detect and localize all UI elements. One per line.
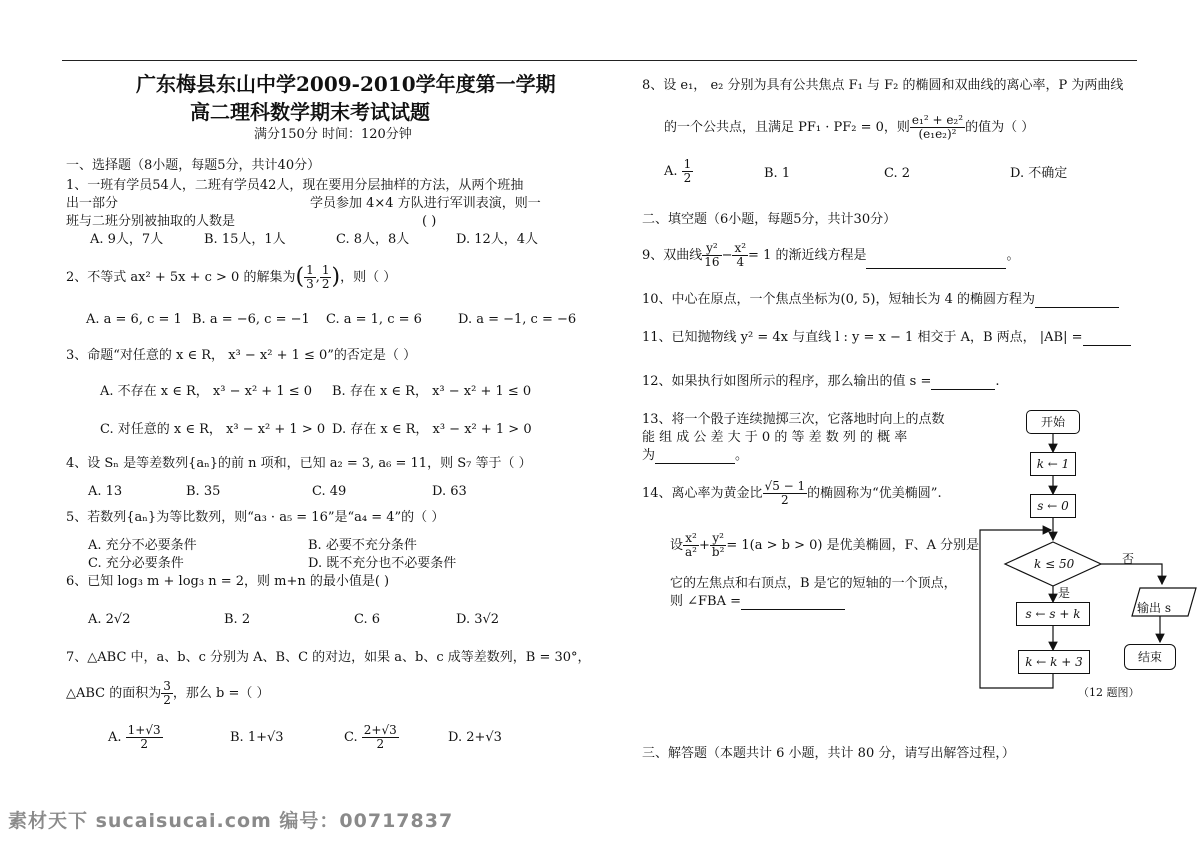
flow-s-update: s ← s + k xyxy=(1016,602,1090,626)
q7-line2: △ABC 的面积为 $\frac{3}{2}$ ，那么 b =（ ） xyxy=(66,679,270,707)
flow-condition: k ≤ 50 xyxy=(1034,557,1075,571)
watermark-footer: 素材天下 sucaisucai.com 编号：00717837 xyxy=(8,810,454,832)
q2-set-frac1: $\frac{1}{3}$ xyxy=(306,263,314,291)
q2-option-b: B. a = −6, c = −1 xyxy=(192,312,310,327)
q8-option-b: B. 1 xyxy=(764,166,791,181)
q4-option-b: B. 35 xyxy=(186,484,221,499)
q2-option-a: A. a = 6, c = 1 xyxy=(86,312,182,327)
flow-arrow-no xyxy=(1101,564,1162,584)
q7-option-a: A. $\frac{1+√3}{2}$ xyxy=(108,723,161,751)
q5-option-c: C. 充分必要条件 xyxy=(88,556,184,571)
q7-option-c: C. $\frac{2+√3}{2}$ xyxy=(344,723,397,751)
q8-option-a: A. $\frac{1}{2}$ xyxy=(664,157,692,185)
q6-stem: 6、已知 log₃ m + log₃ n = 2，则 m+n 的最小值是( ) xyxy=(66,574,390,589)
flow-k-update: k ← k + 3 xyxy=(1018,650,1090,674)
q3-stem: 3、命题“对任意的 x ∈ R， x³ − x² + 1 ≤ 0”的否定是（ ） xyxy=(66,348,417,363)
q10-answer-blank xyxy=(1035,293,1119,308)
exam-title-line1: 广东梅县东山中学2009-2010学年度第一学期 xyxy=(136,72,556,96)
flow-k-init: k ← 1 xyxy=(1030,452,1076,476)
q13-line2: 能 组 成 公 差 大 于 0 的 等 差 数 列 的 概 率 xyxy=(642,430,908,445)
q11: 11、已知抛物线 y² = 4x 与直线 l : y = x − 1 相交于 A，B 两点， |AB| = xyxy=(642,330,1131,346)
flow-output: 输出 s xyxy=(1137,601,1171,615)
q12-answer-blank xyxy=(931,375,995,390)
q2-stem: 2、不等式 ax² + 5x + c > 0 的解集为( $\frac{1}{3}$ , $\frac{1}{2}$ )，则（ ） xyxy=(66,263,397,291)
section2-heading: 二、填空题（6小题，每题5分，共计30分） xyxy=(642,212,897,227)
q7-line1: 7、△ABC 中，a、b、c 分别为 A、B、C 的对边，如果 a、b、c 成等差数列，B = 30°， xyxy=(66,650,591,665)
q8-frac: $\frac{\text{e₁² + e₂²}}{\text{(e₁e₂)²}}$ xyxy=(911,113,964,141)
q2-option-d: D. a = −1, c = −6 xyxy=(458,312,577,327)
exam-subtitle: 满分150分 时间：120分钟 xyxy=(254,127,412,142)
flow-s-init: s ← 0 xyxy=(1030,494,1076,518)
q5-option-a: A. 充分不必要条件 xyxy=(88,538,197,553)
q1-line2b: 学员参加 4×4 方队进行军训表演，则一 xyxy=(310,196,541,211)
q4-option-d: D. 63 xyxy=(432,484,467,499)
q1-line2a: 出一部分 xyxy=(66,196,119,211)
q2-option-c: C. a = 1, c = 6 xyxy=(326,312,422,327)
q14-line4: 则 ∠FBA = xyxy=(670,594,845,610)
q3-option-a: A. 不存在 x ∈ R， x³ − x² + 1 ≤ 0 xyxy=(100,384,313,399)
q11-answer-blank xyxy=(1083,331,1131,346)
flow-yes-label: 是 xyxy=(1058,586,1071,600)
q1-line1: 1、一班有学员54人，二班有学员42人，现在要用分层抽样的方法，从两个班抽 xyxy=(66,178,524,193)
q2-set-frac2: $\frac{1}{2}$ xyxy=(321,263,330,291)
q8-option-d: D. 不确定 xyxy=(1010,166,1068,181)
q9: 9、双曲线 $\frac{\text{y²}}{16}$ − $\frac{\text{x²}}{4}$ = 1 的渐近线方程是 。 xyxy=(642,241,1020,269)
q8-line1: 8、设 e₁， e₂ 分别为具有公共焦点 F₁ 与 F₂ 的椭圆和双曲线的离心率，P 为两曲线 xyxy=(642,78,1124,93)
top-rule xyxy=(62,60,1137,61)
q4-option-a: A. 13 xyxy=(88,484,123,499)
q14-answer-blank xyxy=(741,595,845,610)
flow-caption: （12 题图） xyxy=(1078,686,1140,699)
q7-option-d: D. 2+√3 xyxy=(448,730,502,745)
q13-line3: 为 。 xyxy=(642,448,749,463)
q4-option-c: C. 49 xyxy=(312,484,347,499)
q14-line2: 设 $\frac{\text{x²}}{\text{a²}}$ + $\frac{\text{y²}}{\text{b²}}$ = 1(a > b > 0) 是优美椭圆，F、A 分别是 xyxy=(670,531,980,559)
q13-line1: 13、将一个骰子连续抛掷三次，它落地时向上的点数 xyxy=(642,412,945,427)
q5-option-d: D. 既不充分也不必要条件 xyxy=(308,556,457,571)
q8-line2: 的一个公共点，且满足 PF₁ · PF₂ = 0，则 $\frac{\text{e₁² + e₂²}}{\text{(e₁e₂)²}}$ 的值为（ ） xyxy=(664,113,1035,141)
q12: 12、如果执行如图所示的程序，那么输出的值 s = . xyxy=(642,374,1000,389)
q3-option-c: C. 对任意的 x ∈ R， x³ − x² + 1 > 0 xyxy=(100,422,326,437)
q3-option-d: D. 存在 x ∈ R， x³ − x² + 1 > 0 xyxy=(332,422,532,437)
q1-paren: ( ) xyxy=(422,214,437,229)
section1-heading: 一、选择题（8小题，每题5分，共计40分） xyxy=(66,158,321,173)
flow-start: 开始 xyxy=(1026,410,1080,434)
q6-option-d: D. 3√2 xyxy=(456,612,500,627)
q2-stem-text: 2、不等式 ax² + 5x + c > 0 的解集为 xyxy=(66,270,296,285)
q14-line3: 它的左焦点和右顶点，B 是它的短轴的一个顶点， xyxy=(670,576,957,591)
q7-option-b: B. 1+√3 xyxy=(230,730,284,745)
q1-option-b: B. 15人，1人 xyxy=(204,232,286,247)
q5-stem: 5、若数列{aₙ}为等比数列，则“a₃ · a₅ = 16”是“a₄ = 4”的（ ） xyxy=(66,510,445,525)
q7-area-frac: $\frac{3}{2}$ xyxy=(163,679,171,707)
q6-option-c: C. 6 xyxy=(354,612,381,627)
flow-no-label: 否 xyxy=(1122,552,1135,566)
q1-option-c: C. 8人，8人 xyxy=(336,232,410,247)
exam-title-line2: 高二理科数学期末考试试题 xyxy=(190,100,430,124)
q9-answer-blank xyxy=(866,254,1006,269)
q4-stem: 4、设 Sₙ 是等差数列{aₙ}的前 n 项和，已知 a₂ = 3, a₆ = 11，则 S₇ 等于（ ） xyxy=(66,456,532,471)
q10: 10、中心在原点，一个焦点坐标为(0, 5)，短轴长为 4 的椭圆方程为 xyxy=(642,292,1119,308)
q5-option-b: B. 必要不充分条件 xyxy=(308,538,417,553)
q1-option-a: A. 9人，7人 xyxy=(90,232,164,247)
q6-option-b: B. 2 xyxy=(224,612,251,627)
q14-line1: 14、离心率为黄金比 $\frac{√5 - 1}{2}$ 的椭圆称为“优美椭圆”. xyxy=(642,479,942,507)
q13-answer-blank xyxy=(655,449,735,464)
q1-option-d: D. 12人，4人 xyxy=(456,232,539,247)
flow-end: 结束 xyxy=(1124,644,1176,670)
q1-line3: 班与二班分别被抽取的人数是 xyxy=(66,214,236,229)
q8-option-c: C. 2 xyxy=(884,166,911,181)
q3-option-b: B. 存在 x ∈ R， x³ − x² + 1 ≤ 0 xyxy=(332,384,532,399)
section3-heading: 三、解答题（本题共计 6 小题，共计 80 分，请写出解答过程，） xyxy=(642,746,1015,761)
q6-option-a: A. 2√2 xyxy=(88,612,131,627)
